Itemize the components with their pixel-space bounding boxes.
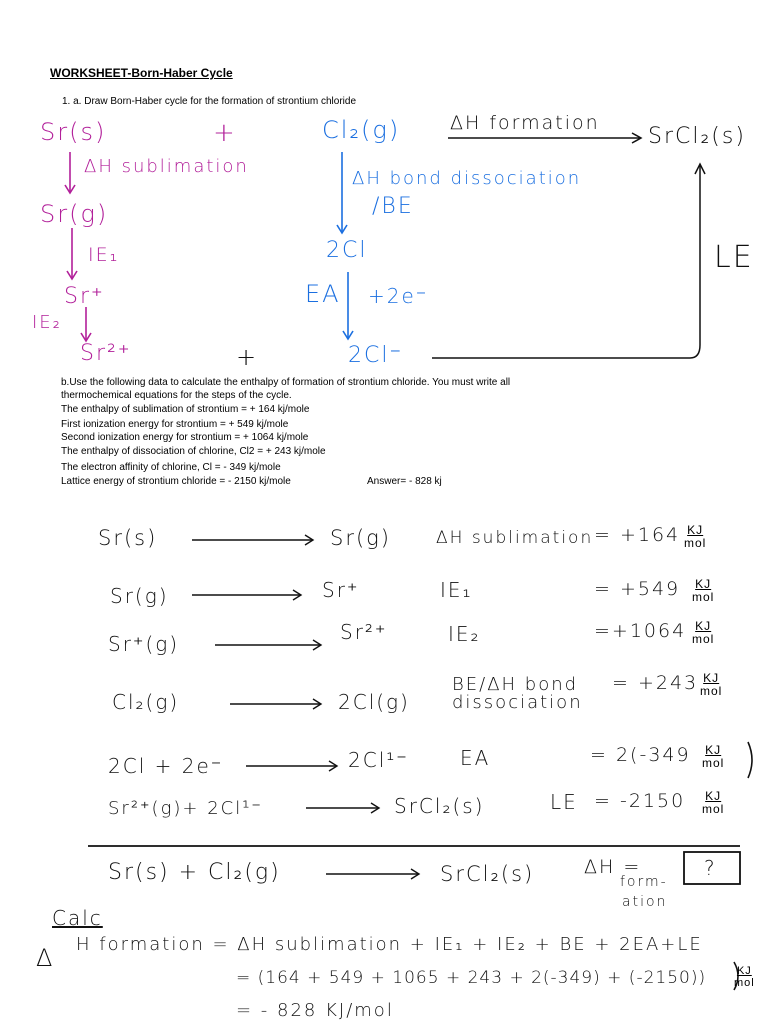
summary-right: SrCl₂(s) [440,862,535,886]
eq-4-left: Cl₂(g) [112,690,180,714]
cycle-ie2-label: IE₂ [32,312,62,333]
eq-5-left: 2Cl + 2e⁻ [108,754,224,778]
eq-3-value: =+1064 [594,620,687,642]
eq-2-label: IE₁ [440,578,473,602]
eq-5-unit-num: KJ [705,743,722,757]
eq-2-right: Sr⁺ [322,578,360,602]
question-1b-line-2: thermochemical equations for the steps of the cycle. [61,390,292,401]
summary-left: Sr(s) + Cl₂(g) [108,860,281,885]
calc-delta-symbol: Δ [36,944,55,972]
cycle-bond-dissociation-label: ΔH bond dissociation [352,168,582,189]
eq-6-label: LE [550,790,578,814]
answer-text: Answer= - 828 kj [367,476,442,487]
eq-1-unit-den: mol [684,535,707,550]
eq-2-left: Sr(g) [110,584,169,608]
cycle-ie1-label: IE₁ [88,244,120,266]
eq-2-value: = +549 [594,578,681,600]
cycle-sr-plus: Sr⁺ [64,284,105,309]
eq-6-unit [702,790,724,815]
eq-5-value: = 2(-349 [590,744,691,766]
eq-3-label: IE₂ [448,622,481,646]
eq-4-right: 2Cl(g) [338,690,410,714]
cycle-le-label: LE [714,240,754,275]
question-1b-line-5: Second ionization energy for strontium = + 1064 kj/mole [61,432,309,443]
eq-5-unit [702,744,724,769]
eq-3-unit-den: mol [692,631,715,646]
eq-5-right: 2Cl¹⁻ [348,748,409,772]
worksheet-title: WORKSHEET-Born-Haber Cycle [50,66,233,80]
calc-unit-den: mol [734,976,755,989]
cycle-sublimation-label: ΔH sublimation [84,156,249,177]
cycle-ea-label: EA [305,280,341,308]
eq-6-unit-num: KJ [705,789,722,803]
cycle-formation-label: ΔH formation [450,112,600,134]
eq-4-label: BE/ΔH bond dissociation [452,674,583,713]
calc-heading: Calc [52,906,103,930]
eq-1-value: = +164 [594,524,681,546]
calc-line-2: = (164 + 549 + 1065 + 243 + 2(-349) + (-2150)) [236,968,707,988]
cycle-plus-top: + [213,118,237,148]
cycle-plus-2e: +2e⁻ [368,284,429,308]
eq-1-label: ΔH sublimation [436,528,594,548]
question-1b-line-8: Lattice energy of strontium chloride = - 2150 kj/mole [61,476,291,487]
eq-2-unit [692,578,714,603]
cycle-srcl2-solid: SrCl₂(s) [648,124,746,149]
question-1b-line-7: The electron affinity of chlorine, Cl = - 349 kj/mole [61,462,281,473]
calc-line-1: H formation = ΔH sublimation + IE₁ + IE₂ + BE + 2EA+LE [76,934,703,955]
eq-4-unit [700,672,722,697]
summary-dh-label: ΔH = [584,856,642,878]
calc-line-3: = - 828 KJ/mol [236,1000,394,1021]
eq-5-unit-den: mol [702,755,725,770]
cycle-2cl: 2Cl [326,238,368,263]
question-1b-line-1: b.Use the following data to calculate the enthalpy of formation of strontium chloride. You must write all [61,377,511,388]
eq-6-left: Sr²⁺(g)+ 2Cl¹⁻ [108,798,263,819]
eq-6-value: = -2150 [594,790,686,812]
question-1a: 1. a. Draw Born-Haber cycle for the formation of strontium chloride [62,96,357,107]
calc-unit-num: KJ [736,965,752,977]
cycle-sr-solid: Sr(s) [40,118,107,146]
eq-1-unit [684,524,706,549]
eq-3-unit-num: KJ [695,619,712,633]
question-1b-line-3: The enthalpy of sublimation of strontium = + 164 kj/mole [61,404,310,415]
eq-2-unit-den: mol [692,589,715,604]
cycle-sr-2plus: Sr²⁺ [80,341,132,366]
cycle-sr-gas: Sr(g) [40,200,109,228]
eq-1-unit-num: KJ [687,523,704,537]
summary-form-label: form- [620,874,668,890]
summary-ation-label: ation [622,894,668,910]
eq-1-left: Sr(s) [98,526,158,550]
summary-answer-box: ? [704,856,717,880]
eq-3-left: Sr⁺(g) [108,632,180,656]
eq-4-value: = +243 [612,672,699,694]
cycle-be-label: /BE [372,194,414,219]
cycle-2cl-minus: 2Cl⁻ [348,343,404,368]
eq-2-unit-num: KJ [695,577,712,591]
cycle-cl2-gas: Cl₂(g) [322,116,401,144]
eq-4-unit-den: mol [700,683,723,698]
question-1b-line-4: First ionization energy for strontium = + 549 kj/mole [61,419,289,430]
eq-1-right: Sr(g) [330,526,391,550]
calc-line-2-unit [734,966,755,989]
eq-3-unit [692,620,714,645]
eq-3-right: Sr²⁺ [340,620,388,644]
eq-6-right: SrCl₂(s) [394,794,485,818]
eq-6-unit-den: mol [702,801,725,816]
cycle-plus-bottom: + [236,343,259,371]
question-1b-line-6: The enthalpy of dissociation of chlorine, Cl2 = + 243 kj/mole [61,446,326,457]
eq-5-label: EA [460,746,491,770]
eq-4-unit-num: KJ [703,671,720,685]
